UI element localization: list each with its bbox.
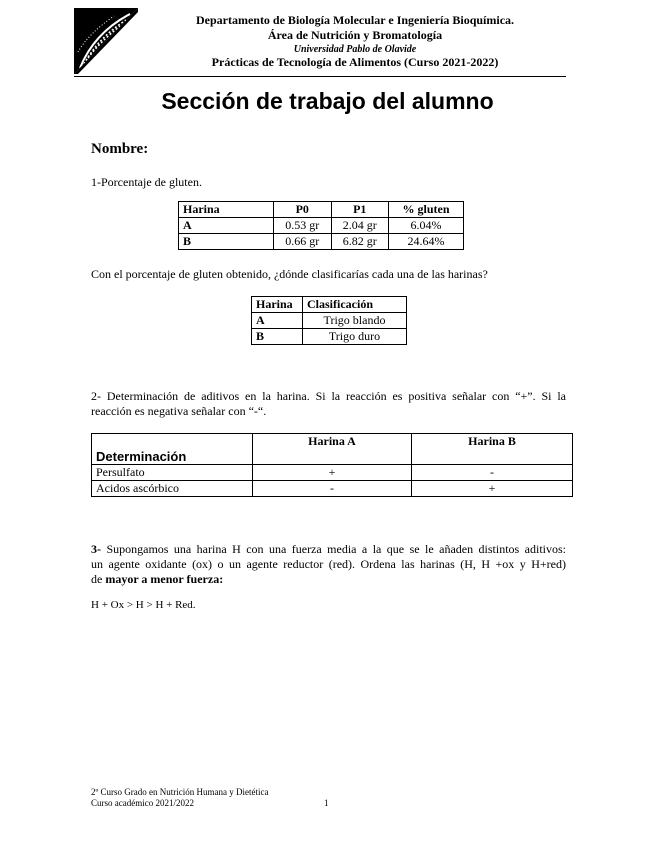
table-cell: - [412, 465, 573, 481]
table-row [92, 481, 573, 497]
table-row [252, 329, 407, 345]
header-cell: Harina [179, 202, 274, 218]
table-cell: A [179, 218, 274, 234]
table-cell: Acidos ascórbico [92, 481, 253, 497]
classification-table [251, 296, 407, 345]
page-number: 1 [324, 798, 329, 808]
table-row [179, 234, 464, 250]
university-logo [74, 8, 138, 74]
header-cell: Harina B [412, 434, 573, 465]
q3-text: Supongamos una harina H con una fuerza media a la que se le añaden distintos aditivos: [101, 542, 566, 556]
table-cell: A [252, 313, 303, 329]
q1-question: Con el porcentaje de gluten obtenido, ¿dónde clasificarías cada una de las harinas? [91, 267, 488, 281]
footer [91, 787, 269, 809]
table-cell: 2.04 gr [331, 218, 389, 234]
table-header-row [92, 434, 573, 465]
header-department: Departamento de Biología Molecular e Ingeniería Bioquímica. [195, 13, 515, 27]
q2-text-line1: 2- Determinación de aditivos en la harina. Si la reacción es positiva señalar con “+”. Si la [91, 389, 566, 403]
header-cell: Clasificación [303, 297, 407, 313]
header-cell: P0 [274, 202, 332, 218]
table-cell: - [253, 481, 412, 497]
table-cell: Persulfato [92, 465, 253, 481]
q3-text-line1 [91, 542, 566, 557]
q3-emphasis: mayor a menor fuerza: [105, 572, 224, 586]
table-header-row [252, 297, 407, 313]
q1-prompt: 1-Porcentaje de gluten. [91, 175, 202, 189]
header-course: Prácticas de Tecnología de Alimentos (Curso 2021-2022) [211, 55, 499, 69]
table-cell: B [179, 234, 274, 250]
header-cell: Harina A [253, 434, 412, 465]
footer-degree: 2º Curso Grado en Nutrición Humana y Dietética [91, 787, 269, 797]
table-cell: + [253, 465, 412, 481]
page-title: Sección de trabajo del alumno [161, 88, 494, 114]
q3-answer: H + Ox > H > H + Red. [91, 599, 196, 611]
q3-number: 3- [91, 542, 101, 556]
table-cell: 0.53 gr [274, 218, 332, 234]
q2-text-line2: reacción es negativa señalar con “-“. [91, 404, 267, 418]
table-row [252, 313, 407, 329]
table-cell: B [252, 329, 303, 345]
header-divider [74, 76, 566, 77]
q3-text-line3 [91, 572, 223, 587]
table-cell: Trigo blando [303, 313, 407, 329]
header-area: Área de Nutrición y Bromatología [267, 28, 443, 42]
q3-text: de [91, 572, 106, 586]
table-cell: 24.64% [389, 234, 464, 250]
q3-text-line2: un agente oxidante (ox) o un agente reductor (red). Ordena las harinas (H, H +ox y H+red) [91, 557, 566, 571]
nombre-label: Nombre: [91, 141, 149, 157]
table-cell: 0.66 gr [274, 234, 332, 250]
additives-table [91, 433, 573, 497]
header-cell: % gluten [389, 202, 464, 218]
table-row [92, 465, 573, 481]
table-row [179, 218, 464, 234]
table-cell: Trigo duro [303, 329, 407, 345]
gluten-table [178, 201, 464, 250]
header-cell: P1 [331, 202, 389, 218]
table-cell: + [412, 481, 573, 497]
header-cell: Harina [252, 297, 303, 313]
table-header-row [179, 202, 464, 218]
table-cell: 6.04% [389, 218, 464, 234]
table-cell: 6.82 gr [331, 234, 389, 250]
footer-year: Curso académico 2021/2022 [91, 798, 194, 808]
header-university: Universidad Pablo de Olavide [293, 44, 417, 55]
header-cell: Determinación [92, 434, 253, 465]
